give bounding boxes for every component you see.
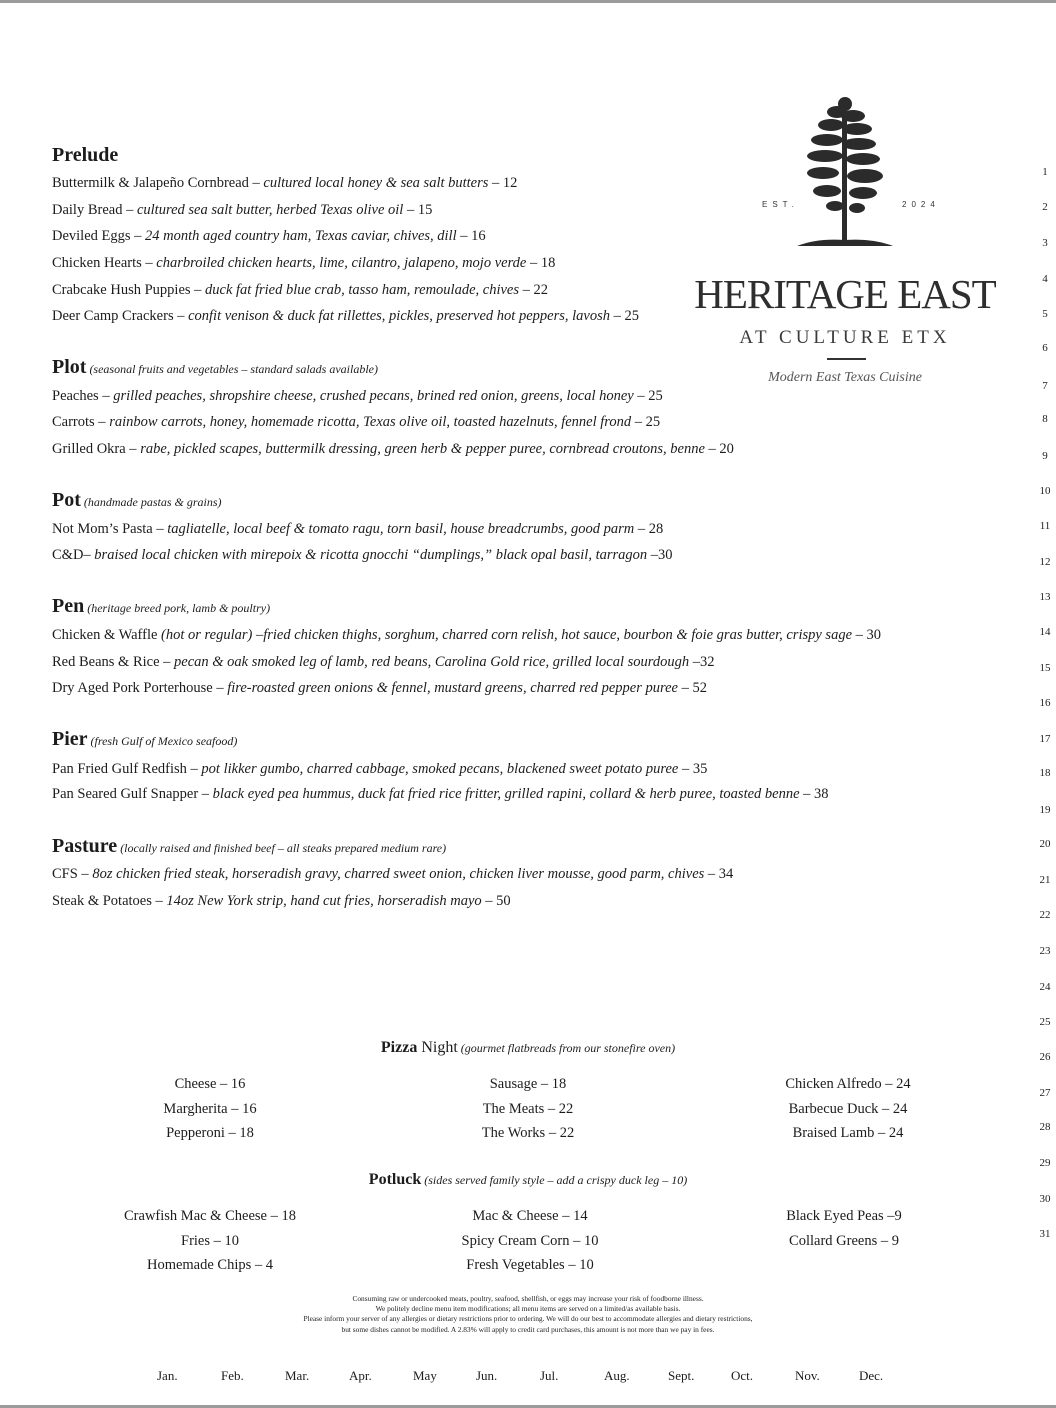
day-number: 10 (1039, 485, 1051, 497)
item-description: 14oz New York strip, hand cut fries, horseradish mayo (166, 893, 482, 909)
section-heading-pen (52, 595, 270, 618)
section-title: Plot (52, 356, 87, 378)
item-price: – 12 (488, 175, 518, 191)
day-number: 1 (1042, 166, 1048, 178)
day-number: 25 (1039, 1016, 1051, 1028)
pizza-item: Cheese – 16 (174, 1076, 246, 1092)
disclaimer-line: Please inform your server of any allergies or dietary restrictions prior to ordering. We will do our best to accommodate allergies and dietary restrictions, (303, 1314, 753, 1324)
potluck-title: Potluck (368, 1171, 422, 1188)
day-number: 19 (1039, 804, 1051, 816)
potluck-item: Fries – 10 (181, 1232, 239, 1249)
item-price: – 15 (403, 202, 433, 218)
item-description: braised local chicken with mirepoix & ricotta gnocchi “dumplings,” black opal basil, tarragon (94, 547, 648, 563)
item-description: pecan & oak smoked leg of lamb, red beans, Carolina Gold rice, grilled local sourdough (174, 654, 690, 670)
pizza-item: Barbecue Duck – 24 (788, 1100, 908, 1117)
pizza-note: (gourmet flatbreads from our stonefire oven) (460, 1041, 676, 1055)
day-number: 16 (1039, 697, 1051, 709)
potluck-note: (sides served family style – add a crispy duck leg – 10) (424, 1173, 688, 1187)
brand-divider (827, 358, 866, 360)
menu-item (52, 654, 715, 671)
item-name: Red Beans & Rice – (52, 654, 175, 670)
item-name: Buttermilk & Jalapeño Cornbread – (52, 175, 264, 191)
month-label: Feb. (221, 1368, 244, 1383)
item-price: – 28 (634, 521, 664, 537)
day-number: 31 (1039, 1228, 1051, 1240)
item-name: Peaches – (52, 388, 114, 404)
month-label: Aug. (604, 1368, 630, 1383)
day-number: 22 (1039, 909, 1051, 921)
menu-item (52, 175, 517, 192)
section-title: Pen (52, 595, 85, 617)
section-title: Prelude (52, 144, 119, 166)
potluck-column (380, 1204, 680, 1278)
item-description: 24 month aged country ham, Texas caviar, chives, dill (145, 228, 457, 244)
day-number: 8 (1042, 413, 1048, 425)
section-note: (locally raised and finished beef – all steaks prepared medium rare) (120, 841, 447, 855)
pizza-item: Margherita – 16 (163, 1100, 257, 1117)
restaurant-subtitle: AT CULTURE ETX (739, 327, 951, 348)
day-number: 26 (1039, 1051, 1051, 1063)
item-price: –30 (647, 547, 673, 563)
menu-item (52, 866, 733, 883)
item-description: cultured sea salt butter, herbed Texas olive oil (136, 202, 404, 218)
day-number: 17 (1039, 733, 1051, 745)
item-price: – 16 (456, 228, 486, 244)
item-description: (hot or regular) –fried chicken thighs, sorghum, charred corn relish, hot sauce, bourbon & foie gras butter, crispy sage (161, 627, 853, 643)
menu-item (52, 202, 432, 219)
menu-item (52, 228, 486, 245)
day-number: 23 (1039, 945, 1051, 957)
menu-item (52, 414, 660, 431)
item-name: Carrots – (52, 414, 110, 430)
item-description: pot likker gumbo, charred cabbage, smoked pecans, blackened sweet potato puree (201, 761, 679, 777)
item-description: tagliatelle, local beef & tomato ragu, torn basil, house breadcrumbs, good parm (167, 521, 635, 537)
menu-item (52, 627, 881, 644)
section-title: Pasture (52, 835, 118, 857)
day-number: 27 (1039, 1087, 1051, 1099)
item-price: – 52 (677, 680, 707, 696)
month-label: Jun. (476, 1368, 498, 1383)
menu-item (52, 680, 707, 697)
month-label: Jan. (157, 1368, 178, 1383)
restaurant-name: HERITAGE EAST (694, 271, 996, 317)
section-heading-pasture (52, 835, 446, 858)
item-name: Dry Aged Pork Porterhouse – (52, 680, 228, 696)
day-number: 14 (1039, 626, 1051, 638)
item-description: rabe, pickled scapes, buttermilk dressing, green herb & pepper puree, cornbread croutons, benne (140, 441, 705, 457)
item-description: confit venison & duck fat rillettes, pickles, preserved hot peppers, lavosh (188, 308, 610, 324)
day-number: 11 (1039, 520, 1051, 532)
item-price: – 34 (704, 866, 734, 882)
day-number: 12 (1039, 556, 1051, 568)
top-border (0, 0, 1056, 3)
section-heading-pier (52, 728, 237, 751)
menu-item (52, 255, 555, 272)
pizza-column (378, 1072, 678, 1146)
item-price: – 18 (526, 255, 556, 271)
menu-item (52, 786, 829, 803)
item-description: 8oz chicken fried steak, horseradish gravy, charred sweet onion, chicken liver mousse, good parm, chives (92, 866, 705, 882)
item-price: – 30 (852, 627, 882, 643)
disclaimer-line: but some dishes cannot be modified. A 2.83% will apply to credit card purchases, this amount is not more than we pay in fees. (341, 1324, 715, 1334)
menu-item (52, 547, 673, 564)
item-price: – 25 (609, 308, 639, 324)
item-description: rainbow carrots, honey, homemade ricotta, Texas olive oil, toasted hazelnuts, fennel frond (109, 414, 632, 430)
item-price: – 20 (704, 441, 734, 457)
day-number: 5 (1042, 308, 1048, 320)
month-label: Jul. (540, 1368, 559, 1383)
section-heading-pot (52, 489, 222, 512)
section-note: (heritage breed pork, lamb & poultry) (87, 601, 271, 615)
day-number: 4 (1042, 273, 1048, 285)
item-price: – 25 (631, 414, 661, 430)
section-heading-plot (52, 356, 378, 379)
pizza-title-rest: Night (417, 1039, 458, 1056)
day-number: 9 (1042, 450, 1048, 462)
day-number: 15 (1039, 662, 1051, 674)
pine-tree-logo-icon (797, 96, 893, 248)
pizza-column (60, 1072, 360, 1146)
pizza-heading (0, 1039, 1056, 1057)
restaurant-tagline: Modern East Texas Cuisine (768, 370, 922, 385)
item-name: Deer Camp Crackers – (52, 308, 189, 324)
item-name: Chicken & Waffle (52, 627, 162, 643)
disclaimer-line: We politely decline menu item modifications; all menu items are served on a limited/as available basis. (375, 1304, 681, 1314)
potluck-item: Collard Greens – 9 (789, 1232, 899, 1249)
month-label: May (413, 1368, 437, 1383)
item-name: C&D– (52, 547, 95, 563)
item-description: fire-roasted green onions & fennel, mustard greens, charred red pepper puree (227, 680, 678, 696)
section-title: Pier (52, 728, 88, 750)
section-note: (seasonal fruits and vegetables – standard salads available) (89, 362, 378, 376)
item-description: grilled peaches, shropshire cheese, crushed pecans, brined red onion, greens, local honey (113, 388, 634, 404)
day-number: 3 (1042, 237, 1048, 249)
day-number: 2 (1042, 201, 1048, 213)
day-number: 24 (1039, 981, 1051, 993)
pizza-item: The Meats – 22 (482, 1100, 574, 1117)
day-number: 20 (1039, 838, 1051, 850)
item-name: Crabcake Hush Puppies – (52, 282, 206, 298)
month-label: Apr. (349, 1368, 372, 1383)
item-description: black eyed pea hummus, duck fat fried rice fritter, grilled rapini, collard & herb puree, toasted benne (212, 786, 800, 802)
pizza-title: Pizza (380, 1039, 418, 1056)
item-name: CFS – (52, 866, 93, 882)
item-price: –32 (689, 654, 715, 670)
month-label: Dec. (859, 1368, 884, 1383)
item-price: – 50 (481, 893, 511, 909)
month-label: Oct. (731, 1368, 754, 1383)
menu-item (52, 441, 734, 458)
section-title: Pot (52, 489, 81, 511)
item-name: Grilled Okra – (52, 441, 141, 457)
section-note: (fresh Gulf of Mexico seafood) (90, 734, 238, 748)
item-name: Pan Seared Gulf Snapper – (52, 786, 213, 802)
disclaimer (0, 1294, 1056, 1335)
item-description: cultured local honey & sea salt butters (263, 175, 489, 191)
pizza-item: Pepperoni – 18 (166, 1125, 254, 1142)
item-name: Daily Bread – (52, 202, 137, 218)
potluck-item: Homemade Chips – 4 (146, 1257, 274, 1274)
day-number: 13 (1039, 591, 1051, 603)
pizza-item: Sausage – 18 (489, 1076, 567, 1092)
section-note: (handmade pastas & grains) (83, 495, 222, 509)
pizza-item: The Works – 22 (481, 1125, 575, 1142)
day-number: 7 (1042, 380, 1048, 392)
item-name: Not Mom’s Pasta – (52, 521, 168, 537)
menu-item (52, 308, 639, 325)
section-heading-prelude (52, 144, 121, 167)
menu-item (52, 282, 548, 299)
day-number: 6 (1042, 342, 1048, 354)
item-price: – 22 (519, 282, 549, 298)
potluck-item: Fresh Vegetables – 10 (466, 1257, 594, 1274)
item-price: – 25 (633, 388, 663, 404)
potluck-item: Spicy Cream Corn – 10 (461, 1232, 599, 1249)
potluck-item: Black Eyed Peas –9 (786, 1208, 902, 1224)
disclaimer-line: Consuming raw or undercooked meats, poultry, seafood, shellfish, or eggs may increase your risk of foodborne illness. (352, 1294, 704, 1303)
month-label: Mar. (285, 1368, 310, 1383)
pizza-item: Chicken Alfredo – 24 (785, 1076, 911, 1092)
menu-item (52, 761, 707, 778)
potluck-heading (0, 1171, 1056, 1189)
menu-item (52, 893, 511, 910)
item-description: duck fat fried blue crab, tasso ham, remoulade, chives (205, 282, 520, 298)
item-name: Deviled Eggs – (52, 228, 146, 244)
potluck-column (60, 1204, 360, 1278)
item-price: – 38 (799, 786, 829, 802)
item-name: Chicken Hearts – (52, 255, 157, 271)
item-price: – 35 (678, 761, 708, 777)
pizza-column (698, 1072, 998, 1146)
item-description: charbroiled chicken hearts, lime, cilantro, jalapeno, mojo verde (156, 255, 527, 271)
day-number: 18 (1039, 767, 1051, 779)
item-name: Steak & Potatoes – (52, 893, 167, 909)
est-year: 2024 (902, 200, 940, 209)
day-number: 21 (1039, 874, 1051, 886)
pizza-item: Braised Lamb – 24 (792, 1125, 904, 1142)
potluck-item: Crawfish Mac & Cheese – 18 (124, 1208, 296, 1224)
day-number: 28 (1039, 1121, 1051, 1133)
menu-item (52, 521, 663, 538)
month-label: Nov. (795, 1368, 820, 1383)
est-label: EST. (762, 200, 799, 209)
day-number: 29 (1039, 1157, 1051, 1169)
potluck-item: Mac & Cheese – 14 (472, 1208, 588, 1224)
potluck-column (694, 1204, 994, 1253)
menu-item (52, 388, 663, 405)
day-number: 30 (1039, 1193, 1051, 1205)
item-name: Pan Fried Gulf Redfish – (52, 761, 202, 777)
month-label: Sept. (668, 1368, 695, 1383)
